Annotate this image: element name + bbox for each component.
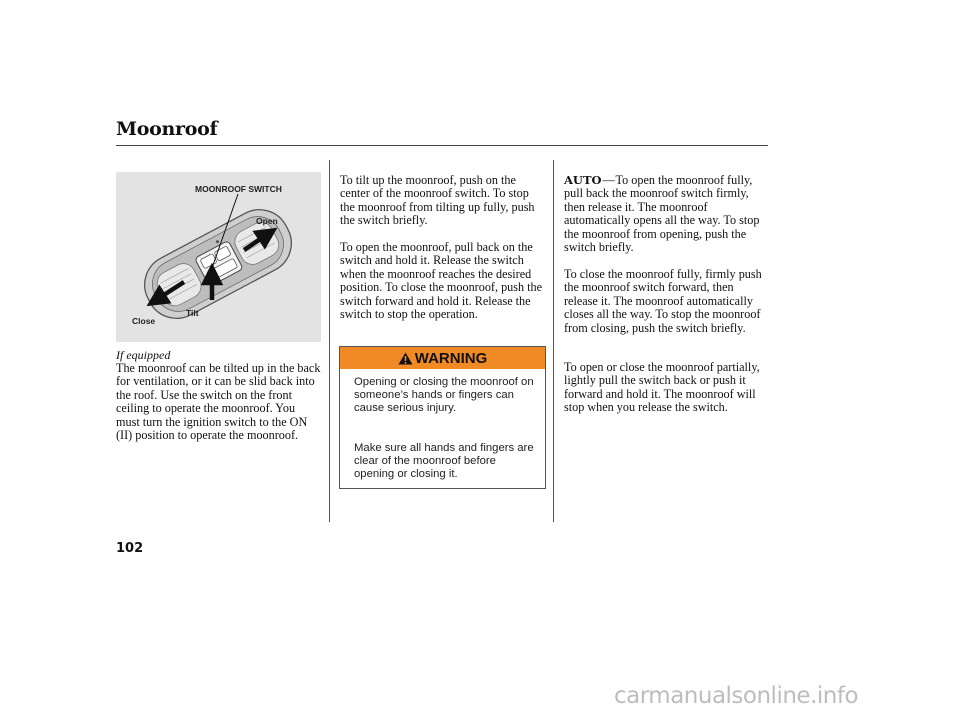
warning-box: [339, 346, 546, 489]
moonroof-switch-figure: [116, 172, 321, 342]
intro-paragraph: The moonroof can be tilted up in the back for ventilation, or it can be slid back into the roof. Use the switch on the front ceiling to operate the moonroof. You must turn the ignition switch to the ON (II) position to operate the moonroof.: [116, 361, 321, 443]
close-paragraph: To close the moonroof fully, firmly push the moonroof switch forward, then release it. The moonroof automatically closes all the way. To stop the moonroof from closing, push the switch briefly.: [564, 267, 762, 335]
warning-title: WARNING: [414, 349, 488, 367]
warning-text-2: Make sure all hands and fingers are clear of the moonroof before opening or closing it.: [354, 442, 534, 481]
label-moonroof-switch: MOONROOF SWITCH: [195, 184, 282, 194]
tilt-paragraph: To tilt up the moonroof, push on the center of the moonroof switch. To stop the moonroof from tilting up fully, push the switch briefly.: [340, 173, 535, 228]
auto-paragraph-text: To open the moonroof fully, pull back the moonroof switch firmly, then release it. The moonroof automatically opens all the way. To stop the moonroof from opening, push the switch briefly.: [564, 173, 760, 255]
label-tilt: Tilt: [186, 308, 199, 318]
title-rule: [116, 145, 768, 146]
label-open: Open: [256, 216, 278, 226]
column-divider-right: [553, 160, 554, 522]
watermark: carmanualsonline.info: [614, 683, 859, 709]
partial-paragraph: To open or close the moonroof partially, lightly pull the switch back or push it forward and hold it. The moonroof will stop when you release the switch.: [564, 360, 760, 415]
figure-caption: If equipped: [116, 348, 171, 362]
label-close: Close: [132, 316, 156, 326]
auto-heading: AUTO: [564, 173, 602, 187]
auto-dash: —: [602, 173, 615, 187]
warning-text-1: Opening or closing the moonroof on someone’s hands or fingers can cause serious injury.: [354, 376, 534, 415]
auto-paragraph: [564, 174, 770, 254]
page-title: Moonroof: [116, 118, 218, 140]
warning-header: [340, 347, 545, 369]
page-number: 102: [116, 541, 144, 556]
column-divider-left: [329, 160, 330, 522]
warning-triangle-icon: [398, 352, 413, 365]
open-paragraph: To open the moonroof, pull back on the switch and hold it. Release the switch when the moonroof reaches the desired position. To close the moonroof, push the switch forward and hold it. Release the switch to stop the operation.: [340, 240, 543, 322]
